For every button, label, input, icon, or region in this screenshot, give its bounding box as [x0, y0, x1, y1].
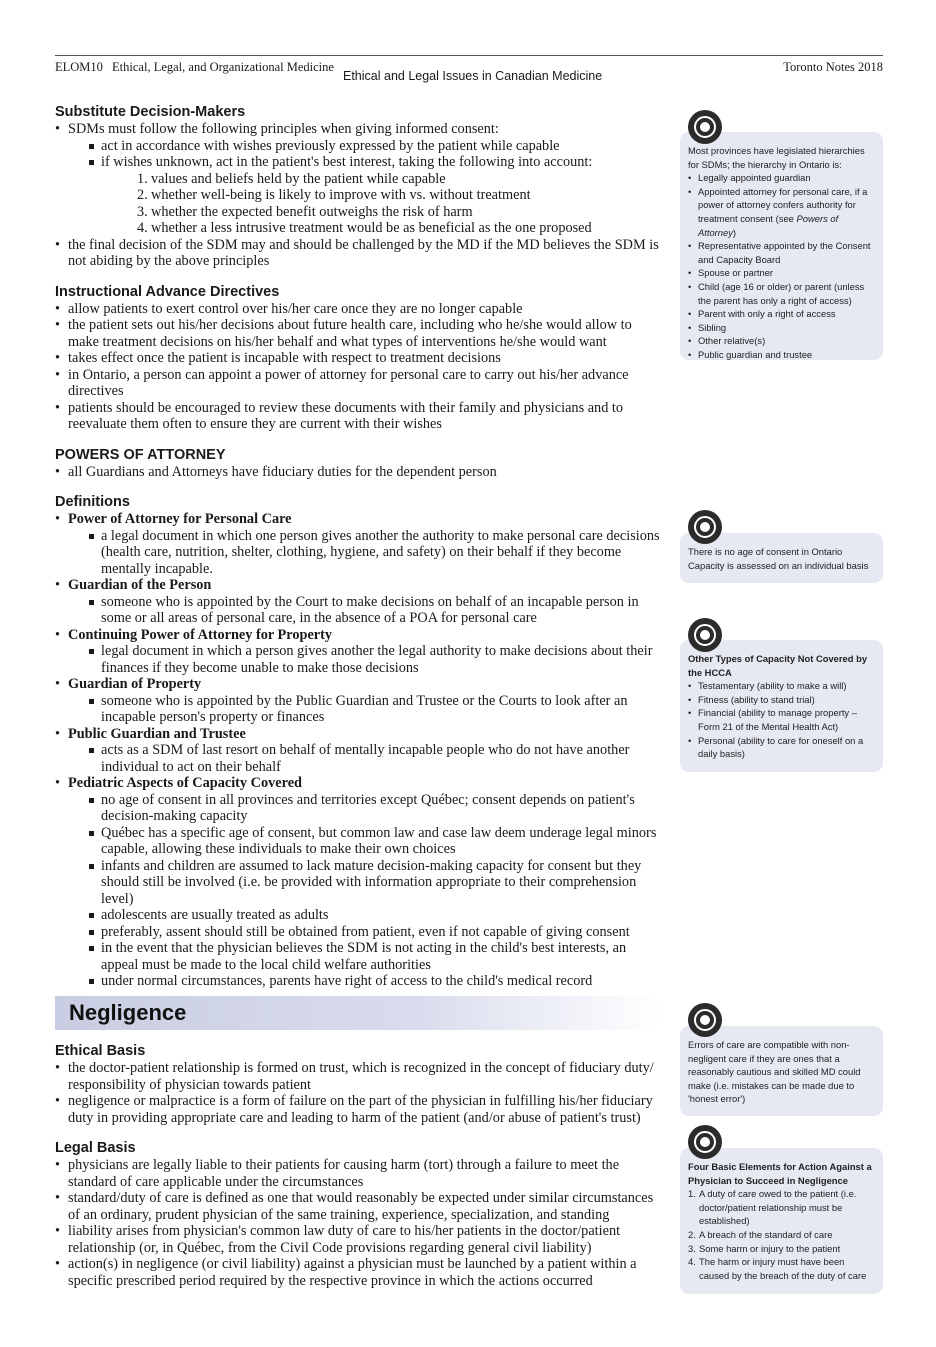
chapter-title: Ethical, Legal, and Organizational Medicine [112, 60, 334, 74]
definition-item: • Public Guardian and Trustee acts as a SDM of last resort on behalf of mentally incapable people who do not have another individual to act on their behalf [55, 726, 663, 776]
key-point-icon [688, 110, 722, 144]
sidebar-intro: Most provinces have legislated hierarchies for SDMs; the hierarchy in Ontario is: [688, 145, 865, 170]
list-item: • the final decision of the SDM may and should be challenged by the MD if the MD believes the SDM is not abiding by the above principles [55, 237, 663, 270]
sidebar-box-title: Four Basic Elements for Action Against a Physician to Succeed in Negligence [688, 1161, 872, 1186]
page-code: ELOM10 [55, 60, 103, 74]
sidebar-item: • Public guardian and trustee [688, 348, 875, 362]
key-point-icon [688, 1125, 722, 1159]
list-item: • standard/duty of care is defined as one that would reasonably be expected under similar circumstances of an ordinary, prudent physician of the same training, experience, specialization, and standing [55, 1190, 663, 1223]
list-item: adolescents are usually treated as adults [88, 907, 663, 924]
sidebar-box-negligence-elements [680, 1148, 883, 1294]
list-item: someone who is appointed by the Public Guardian and Trustee or the Courts to look after an incapable person's property or finances [88, 693, 663, 726]
key-point-icon [688, 1003, 722, 1037]
list-item: • takes effect once the patient is incapable with respect to treatment decisions [55, 350, 663, 367]
sidebar-item: • Representative appointed by the Consent and Capacity Board [688, 239, 875, 266]
section-title-ethical-basis: Ethical Basis [55, 1043, 146, 1059]
list-item: a legal document in which one person gives another the authority to make personal care decisions (health care, nutrition, shelter, clothing, hygiene, and safety) on their behalf if they become mentally incapable. [88, 528, 663, 578]
running-header-left [55, 60, 334, 75]
sidebar-box-capacity-types [680, 640, 883, 772]
sidebar-numbered-item: 4. The harm or injury must have been caused by the breach of the duty of care [688, 1256, 867, 1281]
header-rule [55, 55, 883, 56]
sidebar-item: • Child (age 16 or older) or parent (unless the parent has only a right of access) [688, 280, 875, 307]
sidebar-box-title: Other Types of Capacity Not Covered by the HCCA [688, 653, 868, 678]
key-point-icon [688, 618, 722, 652]
negligence-section [55, 1043, 663, 1289]
sidebar-box-errors-of-care [680, 1026, 883, 1116]
definitions-list [55, 511, 663, 990]
definition-item: • Pediatric Aspects of Capacity Covered no age of consent in all provinces and territories except Québec; consent depends on patient's decision-making capacity Québec has a specific age of consent, but common law and case law deem underage legal minors capable, allowing these individuals to make their own choices infants and children are assumed to lack mature decision-making capacity for consent but they should still be involved (i.e. be provided with information appropriate to their comprehension level) adolescents are usually treated as adults preferably, assent should still be obtained from patient, even if not capable of giving consent in the event that the physician believes the SDM is not acting in the child's best interests, an appeal must be made to the local child welfare authorities under normal circumstances, parents have right of access to the child's medical record [55, 775, 663, 990]
sidebar-item: • Fitness (ability to stand trial) [688, 693, 875, 707]
list-item: • liability arises from physician's common law duty of care to his/her patients in the doctor/patient relationship (or, in Québec, from the Civil Code provisions regarding general civil liability) [55, 1223, 663, 1256]
sidebar-item: • Other relative(s) [688, 334, 875, 348]
list-item: infants and children are assumed to lack mature decision-making capacity for consent but they should still be involved (i.e. be provided with information appropriate to their comprehension level) [88, 858, 663, 908]
sidebar-text: Errors of care are compatible with non-negligent care if they are ones that a reasonably cautious and skilled MD could make (i.e. mistakes can be made due to 'honest error') [688, 1039, 861, 1105]
sidebar-item: • Sibling [688, 321, 875, 335]
section-title-sdm: Substitute Decision-Makers [55, 104, 246, 120]
sidebar-item: • Testamentary (ability to make a will) [688, 679, 875, 693]
iad-list [55, 301, 663, 433]
negligence-banner [55, 996, 661, 1030]
sidebar-item: • Spouse or partner [688, 266, 875, 280]
negligence-title: Negligence [69, 1000, 187, 1025]
list-item: • the patient sets out his/her decisions about future health care, including who he/she would allow to make treatment decisions on his/her behalf and what types of interventions he/she would want [55, 317, 663, 350]
numbered-item: 3. whether the expected benefit outweighs the risk of harm [137, 203, 473, 220]
sidebar-line: There is no age of consent in Ontario [688, 546, 843, 557]
sidebar-numbered-item: 1. A duty of care owed to the patient (i.e. doctor/patient relationship must be established) [688, 1188, 857, 1227]
list-item: someone who is appointed by the Court to make decisions on behalf of an incapable person in some or all areas of personal care, in the absence of a POA for personal care [88, 594, 663, 627]
numbered-item: 4. whether a less intrusive treatment would be as beneficial as the one proposed [137, 220, 592, 236]
sidebar-item: • Financial (ability to manage property – Form 21 of the Mental Health Act) [688, 706, 875, 733]
definition-item: • Guardian of Property someone who is appointed by the Public Guardian and Trustee or the Courts to look after an incapable person's property or finances [55, 676, 663, 726]
list-item: • all Guardians and Attorneys have fiduciary duties for the dependent person [55, 464, 663, 481]
sidebar-numbered-item: 2. A breach of the standard of care [688, 1228, 833, 1240]
section-title-legal-basis: Legal Basis [55, 1140, 136, 1156]
list-item: • negligence or malpractice is a form of failure on the part of the physician in fulfilling his/her fiduciary duty in providing appropriate care and leading to harm of the patient (and/or abuse of patient's trust) [55, 1093, 663, 1126]
running-header-right: Toronto Notes 2018 [783, 60, 883, 74]
numbered-item: 2. whether well-being is likely to improve with vs. without treatment [137, 187, 531, 203]
section-title-poa: POWERS OF ATTORNEY [55, 446, 226, 463]
list-item: Québec has a specific age of consent, but common law and case law deem underage legal minors capable, allowing these individuals to make their own choices [88, 825, 663, 858]
section-title-definitions: Definitions [55, 494, 130, 510]
sdm-list [55, 121, 663, 270]
sidebar-box-sdm-hierarchy [680, 132, 883, 360]
list-item: act in accordance with wishes previously expressed by the patient while capable [88, 138, 663, 155]
key-point-icon [688, 510, 722, 544]
list-item: • allow patients to exert control over his/her care once they are no longer capable [55, 301, 663, 318]
definition-item: • Power of Attorney for Personal Care a legal document in which one person gives another the authority to make personal care decisions (health care, nutrition, shelter, clothing, hygiene, and safety) on their behalf if they become mentally incapable. [55, 511, 663, 577]
main-column [55, 104, 663, 990]
list-item: legal document in which a person gives another the legal authority to make decisions about their finances if they become unable to make those decisions [88, 643, 663, 676]
sidebar-numbered-item: 3. Some harm or injury to the patient [688, 1242, 841, 1254]
section-title-iad: Instructional Advance Directives [55, 283, 280, 300]
list-item: if wishes unknown, act in the patient's best interest, taking the following into account: 1. values and beliefs held by the patient while capable 2. whether well-being is likely to improve with vs. without treatment 3. whether the expected benefit outweighs the risk of harm 4. whether a less intrusive treatment would be as beneficial as the one proposed [88, 154, 663, 237]
list-item: in the event that the physician believes the SDM is not acting in the child's best interests, an appeal must be made to the local child welfare authorities [88, 940, 663, 973]
list-item: under normal circumstances, parents have right of access to the child's medical record [88, 973, 663, 990]
list-item: • patients should be encouraged to review these documents with their family and physicians and to reevaluate them often to ensure they are current with their wishes [55, 400, 663, 433]
running-header-center: Ethical and Legal Issues in Canadian Medicine [343, 69, 603, 83]
sidebar-item: • Parent with only a right of access [688, 307, 875, 321]
list-item: preferably, assent should still be obtained from patient, even if not capable of giving consent [88, 924, 663, 941]
sidebar-item: • Legally appointed guardian [688, 171, 875, 185]
sidebar-item: • Appointed attorney for personal care, if a power of attorney confers authority for treatment consent (see Powers of Attorney) [688, 185, 875, 239]
definition-item: • Continuing Power of Attorney for Property legal document in which a person gives another the legal authority to make decisions about their finances if they become unable to make those decisions [55, 627, 663, 677]
list-item: • action(s) in negligence (or civil liability) against a physician must be launched by a patient within a specific prescribed period required by the respective province in which the actions occurred [55, 1256, 663, 1289]
sidebar-line: Capacity is assessed on an individual basis [688, 559, 869, 571]
sidebar-item: • Personal (ability to care for oneself on a daily basis) [688, 734, 875, 761]
definition-item: • Guardian of the Person someone who is appointed by the Court to make decisions on behalf of an incapable person in some or all areas of personal care, in the absence of a POA for personal care [55, 577, 663, 627]
list-item: • the doctor-patient relationship is formed on trust, which is recognized in the concept of fiduciary duty/ responsibility of physician towards patient [55, 1060, 663, 1093]
list-item: acts as a SDM of last resort on behalf of mentally incapable people who do not have another individual to act on their behalf [88, 742, 663, 775]
list-item: no age of consent in all provinces and territories except Québec; consent depends on patient's decision-making capacity [88, 792, 663, 825]
poa-list [55, 464, 663, 481]
list-item: • in Ontario, a person can appoint a power of attorney for personal care to carry out his/her advance directives [55, 367, 663, 400]
list-item: • SDMs must follow the following principles when giving informed consent: act in accordance with wishes previously expressed by the patient while capable if wishes unknown, act in the patient's best interest, taking the following into account: 1. values and beliefs held by the patient while capable 2. whether well-being is likely to improve with vs. without treatment 3. whether the expected benefit outweighs the risk of harm 4. whether a less intrusive treatment would be as beneficial as the one proposed [55, 121, 663, 237]
list-item: • physicians are legally liable to their patients for causing harm (tort) through a failure to meet the standard of care applicable under the circumstances [55, 1157, 663, 1190]
numbered-item: 1. values and beliefs held by the patient while capable [137, 170, 446, 187]
